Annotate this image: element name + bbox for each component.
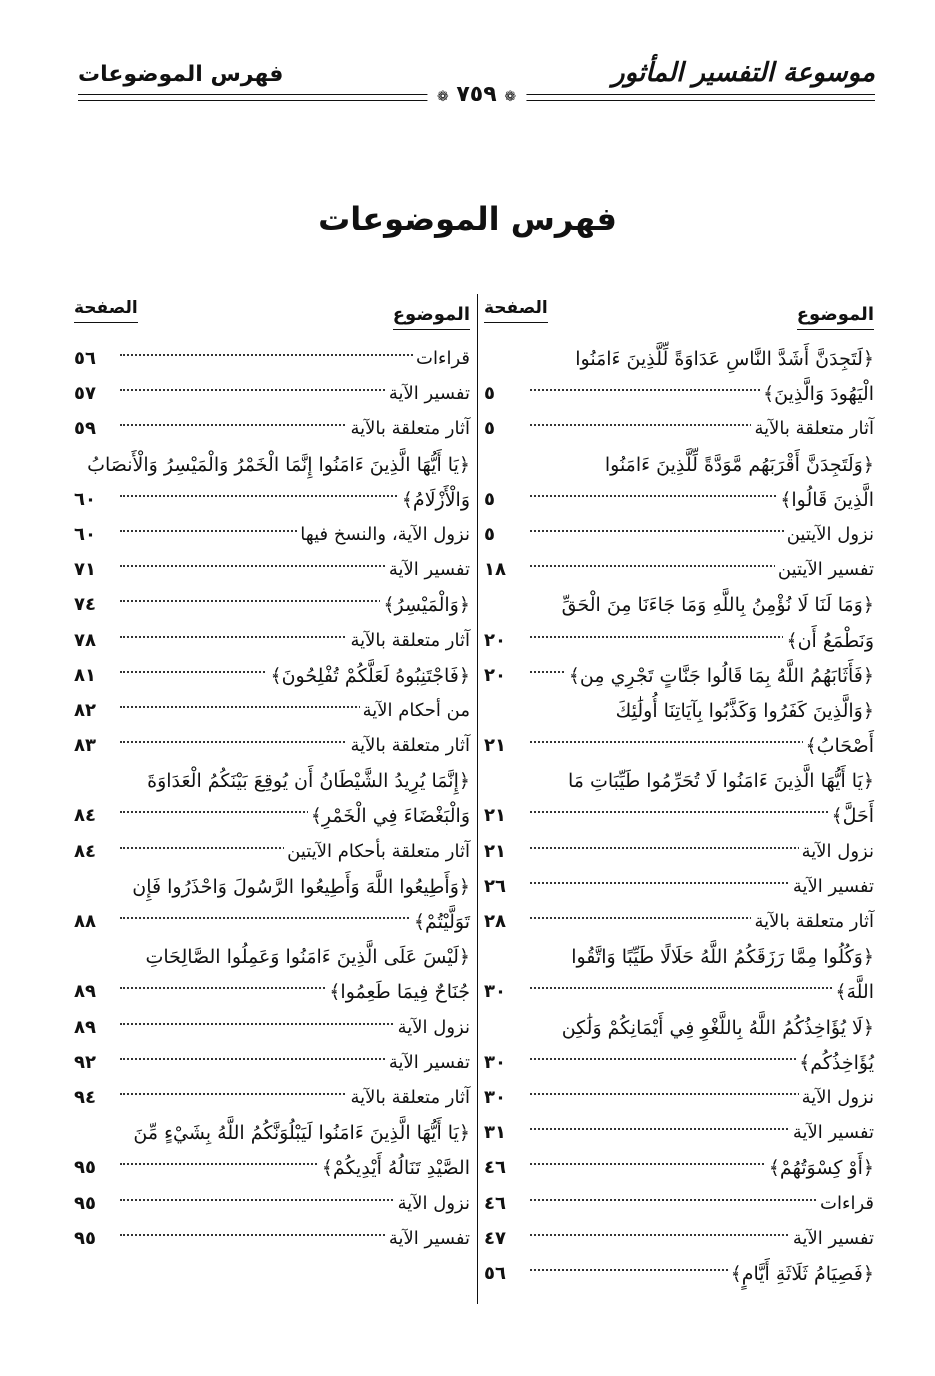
toc-entry — [74, 907, 470, 942]
page-ref: ٤٦ — [484, 1157, 506, 1179]
toc-entry — [74, 661, 470, 696]
toc-entry — [484, 626, 874, 661]
toc-entry — [484, 1083, 874, 1118]
page-ref: ٣١ — [484, 1122, 506, 1144]
topic-text: تفسير الآية — [386, 559, 470, 580]
verse-text: ﴿إِنَّمَا يُرِيدُ الشَّيْطَانُ أَن يُوقِعَ بَيْنَكُمُ الْعَدَاوَةَ — [144, 770, 470, 792]
verse-text: ﴿وَمَا لَنَا لَا نُؤْمِنُ بِاللَّهِ وَمَا جَاءَنَا مِنَ الْحَقِّ — [559, 594, 874, 616]
page-ref: ٢٦ — [484, 875, 506, 897]
verse-text: الصَّيْدِ تَنَالُهُ أَيْدِيكُمْ﴾ — [319, 1157, 470, 1179]
toc-entry — [484, 1048, 874, 1083]
page-ref: ٨٨ — [74, 911, 96, 932]
page-ref: ٣٠ — [484, 1051, 506, 1073]
dot-leader — [530, 811, 868, 813]
page-ref: ٦٠ — [74, 523, 96, 545]
page-ref: ٥٦ — [74, 348, 96, 369]
toc-entry — [74, 414, 470, 449]
toc-entry — [484, 414, 874, 449]
column-divider — [477, 294, 478, 1304]
topic-text: آثار متعلقة بالآية — [751, 418, 874, 439]
verse-text: الْيَهُودَ وَالَّذِينَ﴾ — [760, 383, 874, 405]
toc-entry — [74, 1013, 470, 1048]
running-header — [78, 56, 875, 112]
page-number — [427, 82, 526, 107]
toc-entry — [484, 907, 874, 942]
verse-text: ﴿وَأَطِيعُوا اللَّهَ وَأَطِيعُوا الرَّسُولَ وَاحْذَرُوا فَإِن — [129, 876, 470, 898]
ornament-icon: ❁ — [504, 89, 517, 105]
toc-entry — [74, 450, 470, 485]
left-column — [74, 298, 470, 1259]
toc-entry — [74, 731, 470, 766]
page-heading: الصفحة — [74, 298, 138, 323]
left-entries — [74, 344, 470, 1259]
page-ref: ٤٧ — [484, 1227, 506, 1249]
verse-text: ﴿وَالْمَيْسِرُ﴾ — [380, 594, 470, 616]
toc-entry — [74, 942, 470, 977]
toc-entry — [484, 661, 874, 696]
verse-text: ﴿لَتَجِدَنَّ أَشَدَّ النَّاسِ عَدَاوَةً لِّلَّذِينَ ءَامَنُوا — [572, 348, 874, 370]
toc-entry — [484, 731, 874, 766]
toc-entry — [74, 1048, 470, 1083]
toc-entry — [484, 1153, 874, 1188]
topic-text: نزول الآية، والنسخ فيها — [297, 524, 470, 545]
topic-text: تفسير الآية — [386, 383, 470, 404]
verse-text: وَالْأَزْلَامُ﴾ — [399, 489, 470, 511]
page-ref: ٨٢ — [74, 699, 96, 721]
verse-text: ﴿لَا يُؤَاخِذُكُمُ اللَّهُ بِاللَّغْوِ فِي أَيْمَانِكُمْ وَلَٰكِن — [559, 1017, 874, 1039]
toc-entry — [484, 872, 874, 907]
toc-entry — [74, 837, 470, 872]
topic-text: قراءات — [817, 1193, 874, 1214]
toc-entry — [484, 555, 874, 590]
verse-text: ﴿يَا أَيُّهَا الَّذِينَ ءَامَنُوا لَيَبْلُوَنَّكُمُ اللَّهُ بِشَيْءٍ مِّنَ — [130, 1122, 470, 1144]
toc-entry — [484, 590, 874, 625]
page-ref: ٢٠ — [484, 629, 506, 651]
topic-text: تفسير الآية — [790, 1228, 874, 1249]
topic-text: تفسير الآية — [386, 1228, 470, 1249]
topic-text: آثار متعلقة بأحكام الآيتين — [284, 841, 470, 862]
page-ref: ٧٨ — [74, 629, 96, 651]
page-ref: ٣٠ — [484, 1086, 506, 1108]
toc-entry — [74, 626, 470, 661]
page-ref: ٢١ — [484, 735, 506, 757]
page-ref: ٨٩ — [74, 1016, 96, 1038]
toc-entry — [74, 1224, 470, 1259]
toc-entry — [74, 1118, 470, 1153]
page-ref: ٧١ — [74, 559, 96, 581]
toc-entry — [74, 801, 470, 836]
verse-text: أَحَلَّ﴾ — [828, 805, 874, 827]
toc-entry — [74, 555, 470, 590]
toc-entry — [484, 1189, 874, 1224]
toc-entry — [74, 872, 470, 907]
verse-text: يُؤَاخِذُكُم﴾ — [796, 1052, 874, 1074]
toc-entry — [484, 837, 874, 872]
topic-heading: الموضوع — [393, 304, 470, 330]
toc-entry — [484, 1224, 874, 1259]
toc-entry — [484, 801, 874, 836]
verse-text: ﴿وَالَّذِينَ كَفَرُوا وَكَذَّبُوا بِآيَاتِنَا أُولَٰئِكَ — [613, 700, 874, 722]
page-ref: ٤٦ — [484, 1192, 506, 1214]
verse-text: اللَّهَ﴾ — [832, 981, 874, 1003]
verse-text: ﴿فَاجْتَنِبُوهُ لَعَلَّكُمْ تُفْلِحُونَ﴾ — [267, 665, 470, 687]
toc-entry — [74, 344, 470, 379]
verse-text: ﴿فَأَثَابَهُمُ اللَّهُ بِمَا قَالُوا جَنَّاتٍ تَجْرِي مِن﴾ — [566, 665, 874, 687]
toc-entry — [484, 766, 874, 801]
topic-text: تفسير الآيتين — [775, 559, 874, 580]
topic-text: آثار متعلقة بالآية — [347, 630, 470, 651]
verse-text: الَّذِينَ قَالُوا﴾ — [777, 489, 874, 511]
page-ref: ٥ — [484, 523, 495, 545]
toc-entry — [74, 1189, 470, 1224]
toc-entry — [484, 379, 874, 414]
toc-entry — [484, 344, 874, 379]
toc-entry — [74, 1083, 470, 1118]
toc-entry — [484, 1013, 874, 1048]
toc-entry — [74, 379, 470, 414]
toc-entry — [74, 520, 470, 555]
page-ref: ٧٤ — [74, 594, 96, 616]
page-ref: ٩٥ — [74, 1157, 96, 1179]
toc-entry — [484, 696, 874, 731]
verse-text: ﴿وَكُلُوا مِمَّا رَزَقَكُمُ اللَّهُ حَلَالًا طَيِّبًا وَاتَّقُوا — [568, 946, 874, 968]
topic-text: من أحكام الآية — [360, 700, 470, 721]
page-ref: ٣٠ — [484, 981, 506, 1003]
page-ref: ٩٢ — [74, 1051, 96, 1073]
page-ref: ٩٥ — [74, 1192, 96, 1214]
toc-entry — [74, 696, 470, 731]
topic-text: تفسير الآية — [386, 1052, 470, 1073]
topic-text: قراءات — [413, 348, 470, 369]
verse-text: وَنَطْمَعُ أَن﴾ — [783, 630, 874, 652]
page-ref: ٩٤ — [74, 1086, 96, 1108]
toc-entry — [74, 590, 470, 625]
right-entries — [484, 344, 874, 1294]
toc-entry — [484, 942, 874, 977]
toc-entry — [484, 977, 874, 1012]
column-header — [74, 298, 470, 344]
page-ref: ٥ — [484, 383, 495, 405]
right-column — [484, 298, 874, 1294]
topic-text: تفسير الآية — [790, 1122, 874, 1143]
page-ref: ٨١ — [74, 664, 96, 686]
page-ref: ٥٩ — [74, 418, 96, 440]
column-header — [484, 298, 874, 344]
toc-entry — [484, 450, 874, 485]
running-section-name: فهرس الموضوعات — [78, 62, 284, 87]
series-title: موسوعة التفسير المأثور — [612, 58, 875, 88]
verse-text: جُنَاحٌ فِيمَا طَعِمُوا﴾ — [326, 981, 470, 1003]
toc-entry — [484, 1118, 874, 1153]
toc-entry — [74, 485, 470, 520]
page-ref: ٥ — [484, 418, 495, 440]
verse-text: تَوَلَّيْتُمْ﴾ — [411, 911, 470, 933]
page-ref: ٦٠ — [74, 488, 96, 510]
toc-entry — [484, 520, 874, 555]
topic-text: نزول الآيتين — [784, 524, 874, 545]
toc-entry — [484, 1259, 874, 1294]
page-ref: ٨٤ — [74, 840, 96, 862]
verse-text: ﴿فَصِيَامُ ثَلَاثَةِ أَيَّامٍ﴾ — [728, 1263, 874, 1285]
verse-text: ﴿يَا أَيُّهَا الَّذِينَ ءَامَنُوا إِنَّمَا الْخَمْرُ وَالْمَيْسِرُ وَالْأَنصَابُ — [84, 454, 470, 476]
ornament-icon: ❁ — [436, 89, 449, 105]
page-ref: ٨٤ — [74, 805, 96, 827]
page-ref: ٥٧ — [74, 383, 96, 405]
page-ref: ٢١ — [484, 805, 506, 827]
toc-entry — [74, 766, 470, 801]
verse-text: ﴿أَوْ كِسْوَتُهُمْ﴾ — [766, 1157, 874, 1179]
verse-text: أَصْحَابُ﴾ — [803, 735, 875, 757]
topic-heading: الموضوع — [797, 304, 874, 330]
topic-text: آثار متعلقة بالآية — [347, 1087, 470, 1108]
page-ref: ٥٦ — [484, 1262, 506, 1284]
dot-leader — [530, 987, 868, 989]
topic-text: آثار متعلقة بالآية — [347, 418, 470, 439]
toc-entry — [74, 1153, 470, 1188]
topic-text: آثار متعلقة بالآية — [751, 911, 874, 932]
page-ref: ١٨ — [484, 559, 506, 581]
topic-text: نزول الآية — [395, 1193, 470, 1214]
page-heading: الصفحة — [484, 298, 548, 323]
page-ref: ٨٩ — [74, 981, 96, 1003]
topic-text: نزول الآية — [799, 841, 874, 862]
page-ref: ٢١ — [484, 840, 506, 862]
topic-text: تفسير الآية — [790, 876, 874, 897]
verse-text: ﴿يَا أَيُّهَا الَّذِينَ ءَامَنُوا لَا تُحَرِّمُوا طَيِّبَاتِ مَا — [565, 770, 874, 792]
page-ref: ٨٣ — [74, 735, 96, 757]
toc-entry — [484, 485, 874, 520]
page-ref: ٩٥ — [74, 1227, 96, 1249]
verse-text: ﴿وَلَتَجِدَنَّ أَقْرَبَهُم مَّوَدَّةً لِّلَّذِينَ ءَامَنُوا — [602, 454, 874, 476]
verse-text: وَالْبَغْضَاءَ فِي الْخَمْرِ﴾ — [308, 805, 470, 827]
topic-text: نزول الآية — [395, 1017, 470, 1038]
topic-text: نزول الآية — [799, 1087, 874, 1108]
topic-text: آثار متعلقة بالآية — [347, 735, 470, 756]
page-number-value: ٧٥٩ — [456, 82, 497, 107]
page-ref: ٢٨ — [484, 911, 506, 932]
page-title: فهرس الموضوعات — [318, 200, 617, 238]
verse-text: ﴿لَيْسَ عَلَى الَّذِينَ ءَامَنُوا وَعَمِلُوا الصَّالِحَاتِ — [143, 946, 471, 968]
page-ref: ٥ — [484, 488, 495, 510]
page-ref: ٢٠ — [484, 664, 506, 686]
toc-entry — [74, 977, 470, 1012]
